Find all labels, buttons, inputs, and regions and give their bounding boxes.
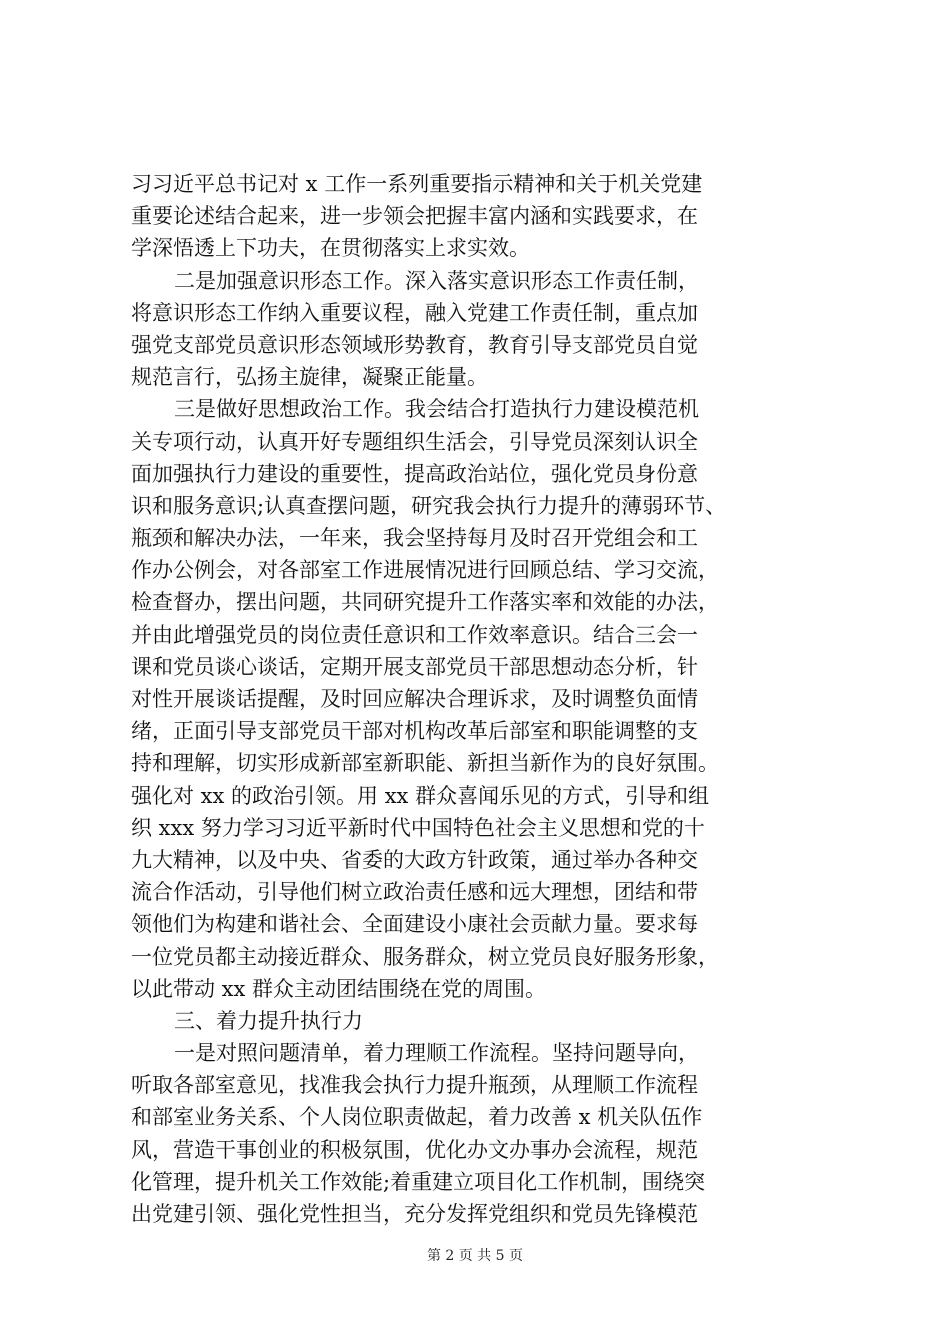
text-line: 重要论述结合起来，进一步领会把握丰富内涵和实践要求，在 — [131, 204, 698, 229]
text-line: 一位党员都主动接近群众、服务群众，树立党员良好服务形象， — [131, 944, 719, 969]
text-line: 绪，正面引导支部党员干部对机构改革后部室和职能调整的支 — [131, 719, 698, 744]
text-line: 流合作活动，引导他们树立政治责任感和远大理想，团结和带 — [131, 880, 698, 905]
document-body — [131, 168, 831, 1230]
text-line: 化管理，提升机关工作效能;着重建立项目化工作机制，围绕突 — [131, 1169, 706, 1194]
text-line: 三、着力提升执行力 — [174, 1008, 363, 1033]
text-line: 九大精神，以及中央、省委的大政方针政策，通过举办各种交 — [131, 847, 698, 872]
text-line: 出党建引领、强化党性担当，充分发挥党组织和党员先锋模范 — [131, 1202, 698, 1226]
text-line: 检查督办，摆出问题，共同研究提升工作落实率和效能的办法， — [131, 590, 719, 615]
text-line: 和部室业务关系、个人岗位职责做起，着力改善 x 机关队伍作 — [131, 1105, 703, 1130]
text-line: 面加强执行力建设的重要性，提高政治站位，强化党员身份意 — [131, 461, 698, 486]
text-line: 持和理解，切实形成新部室新职能、新担当新作为的良好氛围。 — [131, 751, 719, 776]
text-line: 学深悟透上下功夫，在贯彻落实上求实效。 — [131, 236, 530, 261]
text-line: 以此带动 xx 群众主动团结围绕在党的周围。 — [131, 976, 547, 1001]
text-line: 三是做好思想政治工作。我会结合打造执行力建设模范机 — [174, 397, 699, 422]
text-line: 一是对照问题清单，着力理顺工作流程。坚持问题导向， — [174, 1041, 699, 1066]
text-line: 织 xxx 努力学习习近平新时代中国特色社会主义思想和党的十 — [131, 815, 705, 840]
text-line: 领他们为构建和谐社会、全面建设小康社会贡献力量。要求每 — [131, 912, 698, 937]
text-line: 将意识形态工作纳入重要议程，融入党建工作责任制，重点加 — [131, 300, 698, 325]
text-line: 关专项行动，认真开好专题组织生活会，引导党员深刻认识全 — [131, 429, 698, 454]
text-line: 强党支部党员意识形态领域形势教育，教育引导支部党员自觉 — [131, 332, 698, 357]
text-line: 听取各部室意见，找准我会执行力提升瓶颈，从理顺工作流程 — [131, 1073, 698, 1098]
text-line: 作办公例会，对各部室工作进展情况进行回顾总结、学习交流， — [131, 558, 719, 583]
text-line: 识和服务意识;认真查摆问题，研究我会执行力提升的薄弱环节、 — [131, 493, 727, 518]
text-line: 课和党员谈心谈话，定期开展支部党员干部思想动态分析，针 — [131, 654, 698, 679]
text-line: 并由此增强党员的岗位责任意识和工作效率意识。结合三会一 — [131, 622, 698, 647]
text-line: 规范言行，弘扬主旋律，凝聚正能量。 — [131, 365, 488, 390]
text-line: 对性开展谈话提醒，及时回应解决合理诉求，及时调整负面情 — [131, 687, 698, 711]
text-line: 瓶颈和解决办法，一年来，我会坚持每月及时召开党组会和工 — [131, 526, 698, 551]
page-footer: 第 2 页 共 5 页 — [426, 1248, 524, 1264]
text-line: 风，营造干事创业的积极氛围，优化办文办事办会流程，规范 — [131, 1137, 698, 1162]
text-line: 习习近平总书记对 x 工作一系列重要指示精神和关于机关党建 — [131, 172, 703, 196]
text-line: 二是加强意识形态工作。深入落实意识形态工作责任制， — [174, 268, 699, 293]
text-line: 强化对 xx 的政治引领。用 xx 群众喜闻乐见的方式，引导和组 — [131, 783, 710, 808]
